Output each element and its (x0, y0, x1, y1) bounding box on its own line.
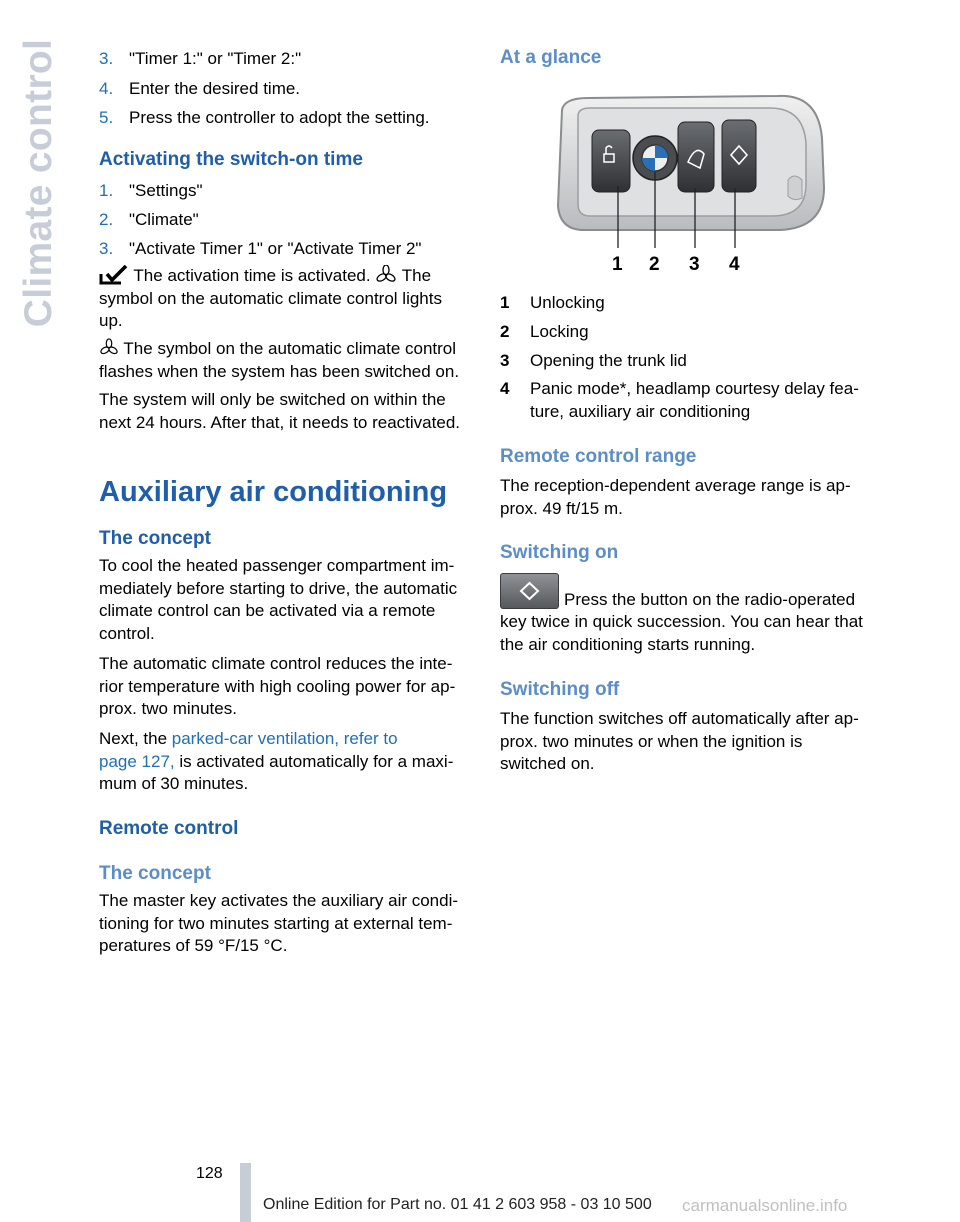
remote-key-illustration (548, 88, 833, 278)
footer-bar (240, 1163, 251, 1222)
concept-paragraph: To cool the heated passenger compartment im- mediately before starting to drive, the automatic climate control can be activated via a remote control. (99, 556, 458, 643)
reduces-paragraph: The automatic climate control reduces the inte- rior temperature with high cooling power for ap- prox. two minutes. (99, 654, 456, 718)
section-heading: Remote control (99, 818, 239, 839)
figure-label-4: 4 (729, 254, 740, 275)
section-heading: At a glance (500, 47, 602, 68)
page-reference-link[interactable]: page 127, (99, 751, 175, 771)
diamond-icon (501, 574, 558, 608)
switching-off-paragraph: The function switches off automatically after ap- prox. two minutes or when the ignition is switched on. (500, 709, 859, 773)
section-heading: Switching on (500, 542, 619, 563)
range-paragraph: The reception-dependent average range is ap- prox. 49 ft/15 m. (500, 476, 851, 518)
key-button-icon (500, 573, 559, 609)
edition-note: Online Edition for Part no. 01 41 2 603 958 - 03 10 500 (263, 1196, 652, 1213)
section-heading: The concept (99, 528, 211, 549)
section-heading: Switching off (500, 679, 620, 700)
switching-on-paragraph: key twice in quick succession. You can hear that the air conditioning starts running. (500, 612, 863, 654)
page-number: 128 (196, 1165, 223, 1182)
fan-icon (99, 338, 119, 358)
side-section-title: Climate control (17, 38, 60, 328)
activated-paragraph: The activation time is activated. The symbol on the automatic climate control lights up. (99, 266, 442, 330)
switching-on-line1: Press the button on the radio-operated (564, 590, 856, 609)
next-paragraph: Next, the parked-car ventilation, refer to page 127, is activated automatically for a maxi- mum of 30 minutes. (99, 729, 454, 793)
checkmark-icon (99, 265, 129, 285)
chapter-heading: Auxiliary air conditioning (99, 476, 448, 508)
subsection-heading: The concept (99, 863, 211, 884)
flash-paragraph: The symbol on the automatic climate control flashes when the system has been switched on. (99, 339, 460, 381)
watermark: carmanualsonline.info (682, 1196, 848, 1215)
fan-icon (375, 265, 397, 285)
parked-car-ventilation-link[interactable]: parked-car ventilation, refer to (171, 729, 398, 748)
figure-label-1: 1 (612, 254, 623, 275)
section-heading: Remote control range (500, 446, 697, 467)
figure-label-2: 2 (649, 254, 660, 275)
figure-label-3: 3 (689, 254, 700, 275)
within-paragraph: The system will only be switched on within the next 24 hours. After that, it needs to reactivated. (99, 390, 460, 432)
remote-concept-paragraph: The master key activates the auxiliary air condi- tioning for two minutes starting at external tem- peratures of 59 °F/15 °C. (99, 891, 459, 955)
section-heading: Activating the switch-on time (99, 149, 363, 170)
